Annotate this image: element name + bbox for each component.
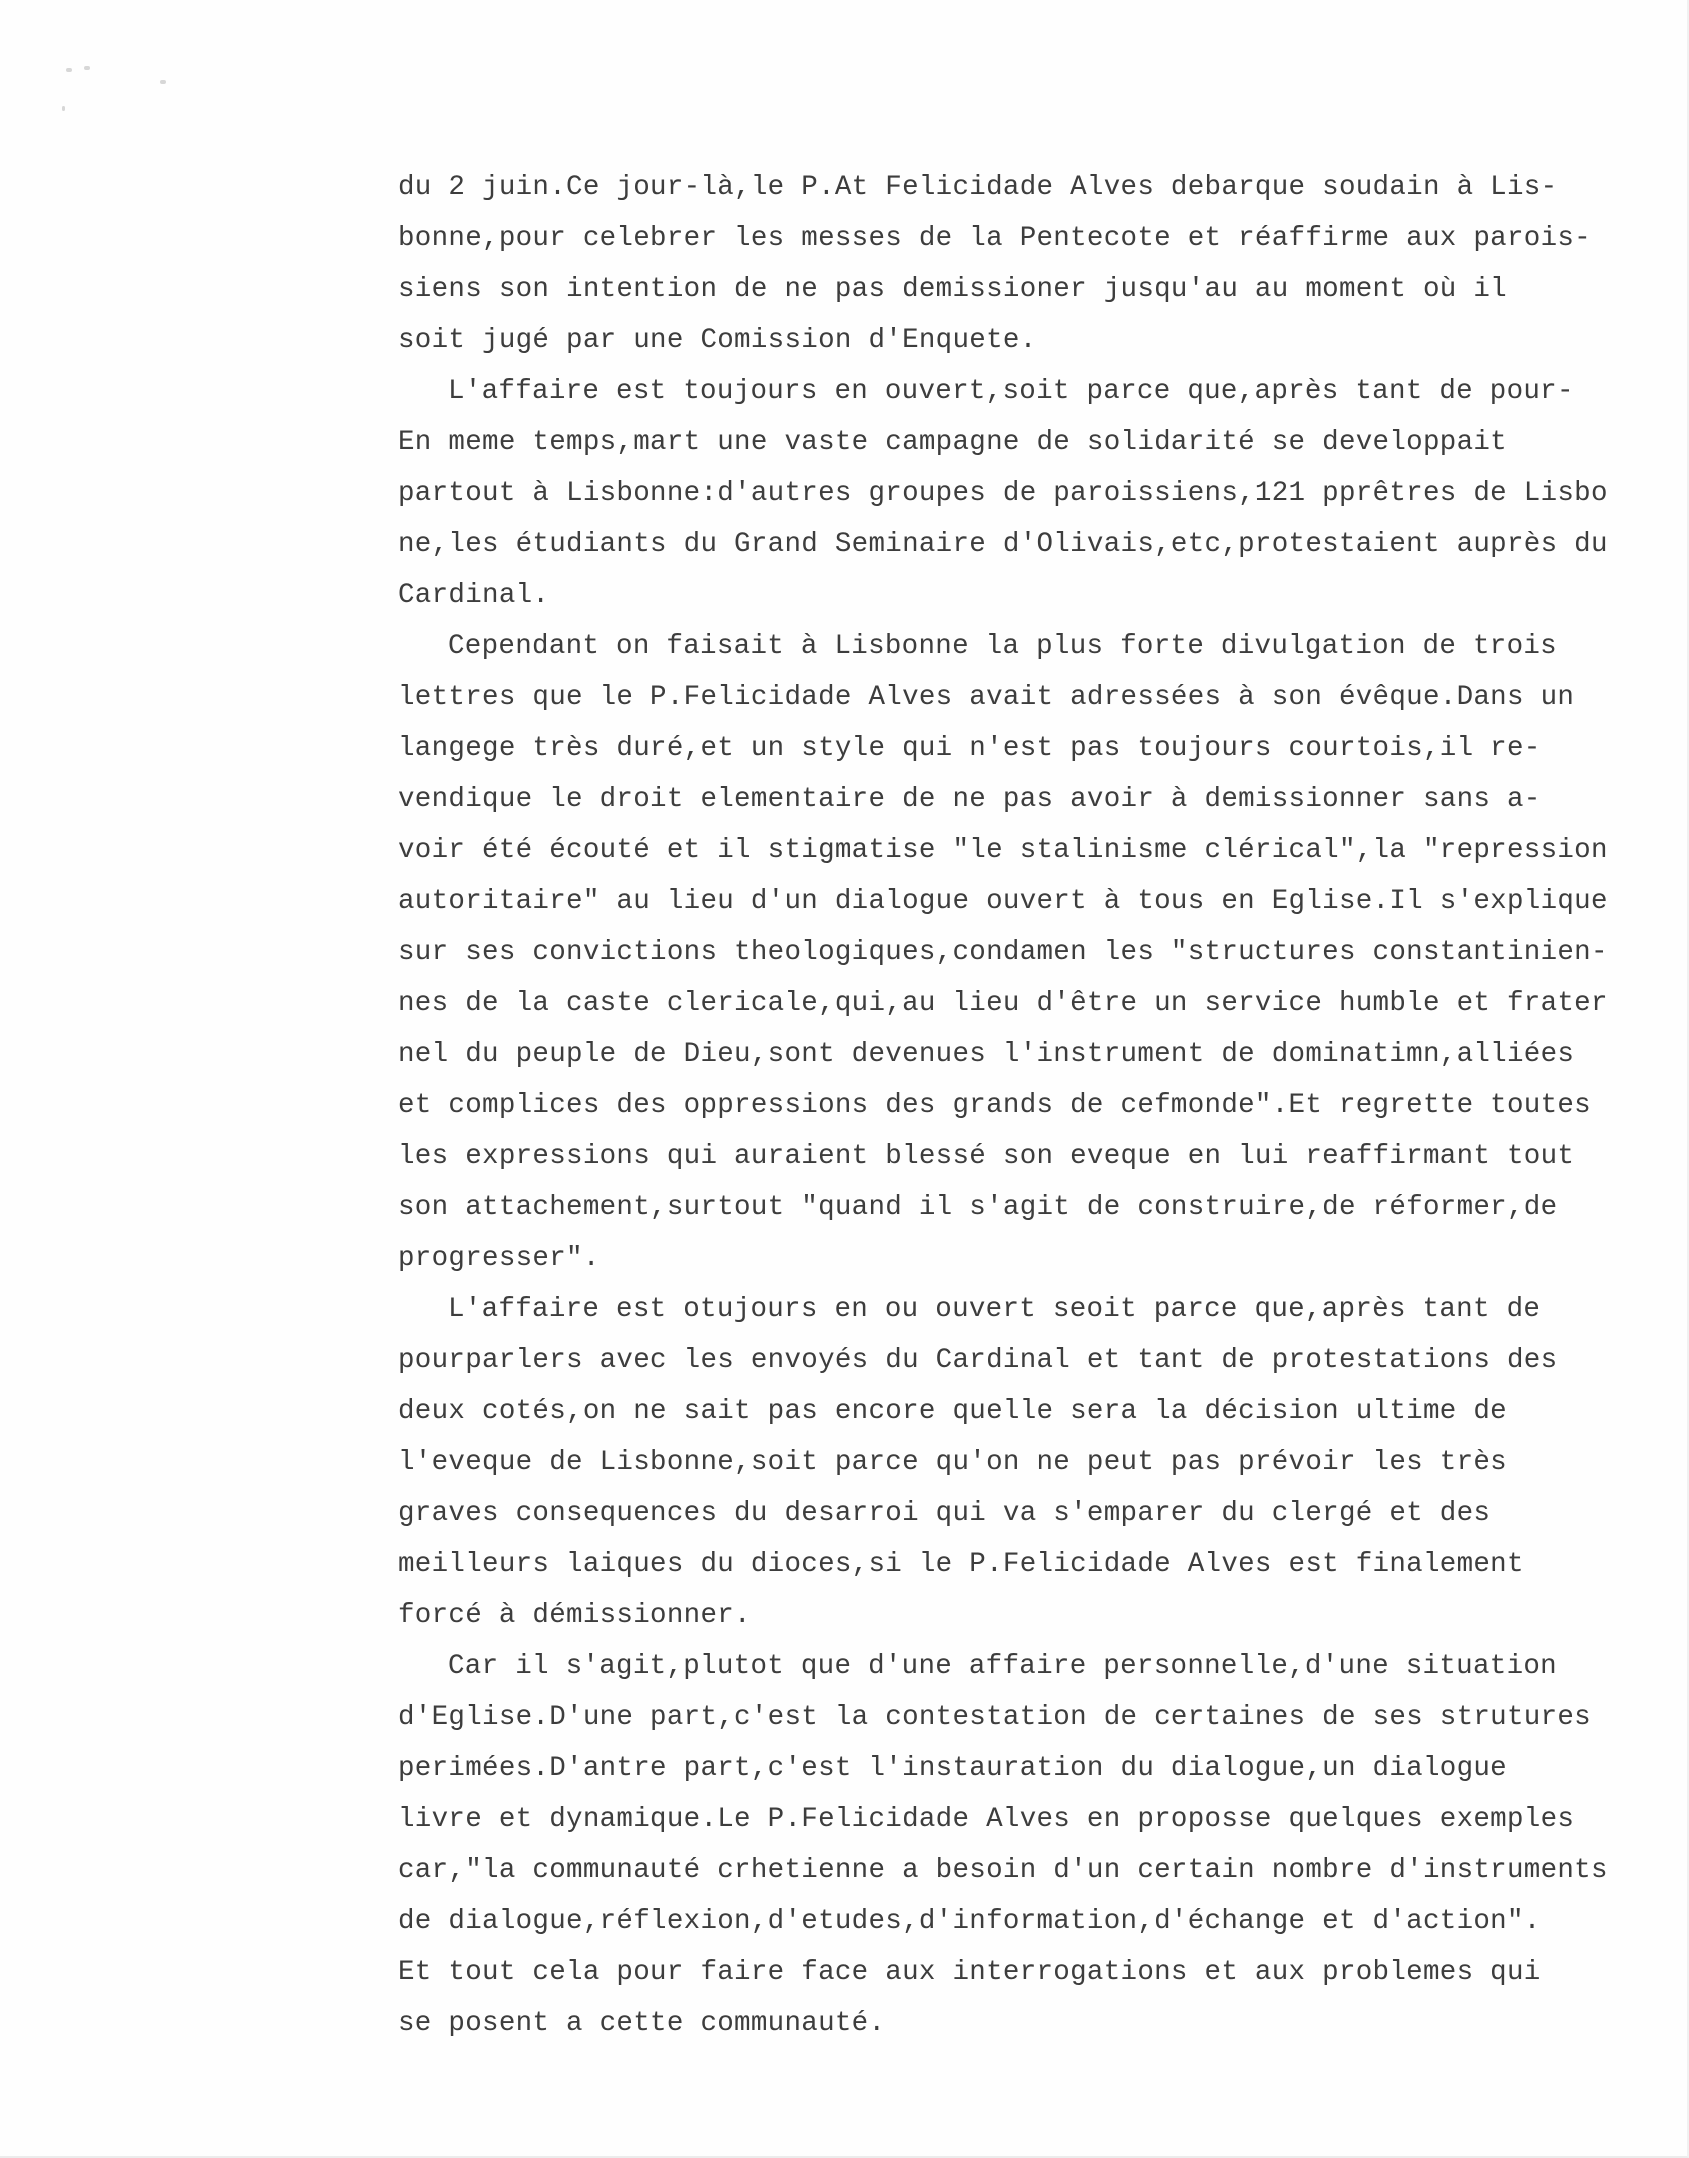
text-line: sur ses convictions theologiques,condamen les "structures constantinien- — [398, 937, 1608, 968]
text-line: langege très duré,et un style qui n'est pas toujours courtois,il re- — [398, 733, 1541, 764]
text-line: se posent a cette communauté. — [398, 2008, 886, 2039]
text-line: progresser". — [398, 1243, 600, 1274]
document-body — [398, 162, 1673, 2049]
text-line: L'affaire est otujours en ou ouvert seoit parce que,après tant de — [448, 1294, 1541, 1325]
text-line: partout à Lisbonne:d'autres groupes de paroissiens,121 pprêtres de Lisbo — [398, 478, 1608, 509]
speck — [62, 106, 65, 111]
text-line: siens son intention de ne pas demissioner jusqu'au au moment où il — [398, 274, 1507, 305]
text-line: deux cotés,on ne sait pas encore quelle sera la décision ultime de — [398, 1396, 1507, 1427]
text-line: car,"la communauté crhetienne a besoin d'un certain nombre d'instruments — [398, 1855, 1608, 1886]
text-line: pourparlers avec les envoyés du Cardinal et tant de protestations des — [398, 1345, 1558, 1376]
text-line: L'affaire est toujours en ouvert,soit parce que,après tant de pour- — [448, 376, 1574, 407]
text-line: graves consequences du desarroi qui va s'emparer du clergé et des — [398, 1498, 1491, 1529]
text-line: ne,les étudiants du Grand Seminaire d'Olivais,etc,protestaient auprès du — [398, 529, 1608, 560]
text-line: d'Eglise.D'une part,c'est la contestation de certaines de ses strutures — [398, 1702, 1591, 1733]
text-line: nel du peuple de Dieu,sont devenues l'instrument de dominatimn,alliées — [398, 1039, 1575, 1070]
text-line: livre et dynamique.Le P.Felicidade Alves en proposse quelques exemples — [398, 1804, 1575, 1835]
text-line: forcé à démissionner. — [398, 1600, 751, 1631]
text-line: meilleurs laiques du dioces,si le P.Felicidade Alves est finalement — [398, 1549, 1524, 1580]
text-line: et complices des oppressions des grands de cefmonde".Et regrette toutes — [398, 1090, 1591, 1121]
text-line: Cependant on faisait à Lisbonne la plus forte divulgation de trois — [448, 631, 1557, 662]
text-line: autoritaire" au lieu d'un dialogue ouvert à tous en Eglise.Il s'explique — [398, 886, 1608, 917]
text-line: Et tout cela pour faire face aux interrogations et aux problemes qui — [398, 1957, 1541, 1988]
text-line: Cardinal. — [398, 580, 550, 611]
speck — [66, 68, 72, 72]
text-line: voir été écouté et il stigmatise "le stalinisme clérical",la "repression — [398, 835, 1608, 866]
text-line: nes de la caste clericale,qui,au lieu d'être un service humble et frater — [398, 988, 1608, 1019]
paper-specks — [60, 66, 190, 126]
text-line: soit jugé par une Comission d'Enquete. — [398, 325, 1037, 356]
text-line: l'eveque de Lisbonne,soit parce qu'on ne peut pas prévoir les très — [398, 1447, 1507, 1478]
text-line: du 2 juin.Ce jour-là,le P.At Felicidade Alves debarque soudain à Lis- — [398, 172, 1558, 203]
text-line: lettres que le P.Felicidade Alves avait adressées à son évêque.Dans un — [398, 682, 1575, 713]
text-line: vendique le droit elementaire de ne pas avoir à demissionner sans a- — [398, 784, 1541, 815]
speck — [160, 80, 166, 84]
text-line: Car il s'agit,plutot que d'une affaire personnelle,d'une situation — [448, 1651, 1557, 1682]
text-line: bonne,pour celebrer les messes de la Pentecote et réaffirme aux parois- — [398, 223, 1591, 254]
speck — [84, 66, 90, 70]
text-line: perimées.D'antre part,c'est l'instauration du dialogue,un dialogue — [398, 1753, 1507, 1784]
text-line: En meme temps,mart une vaste campagne de solidarité se developpait — [398, 427, 1507, 458]
text-line: de dialogue,réflexion,d'etudes,d'information,d'échange et d'action". — [398, 1906, 1541, 1937]
text-line: son attachement,surtout "quand il s'agit de construire,de réformer,de — [398, 1192, 1558, 1223]
text-line: les expressions qui auraient blessé son eveque en lui reaffirmant tout — [398, 1141, 1575, 1172]
